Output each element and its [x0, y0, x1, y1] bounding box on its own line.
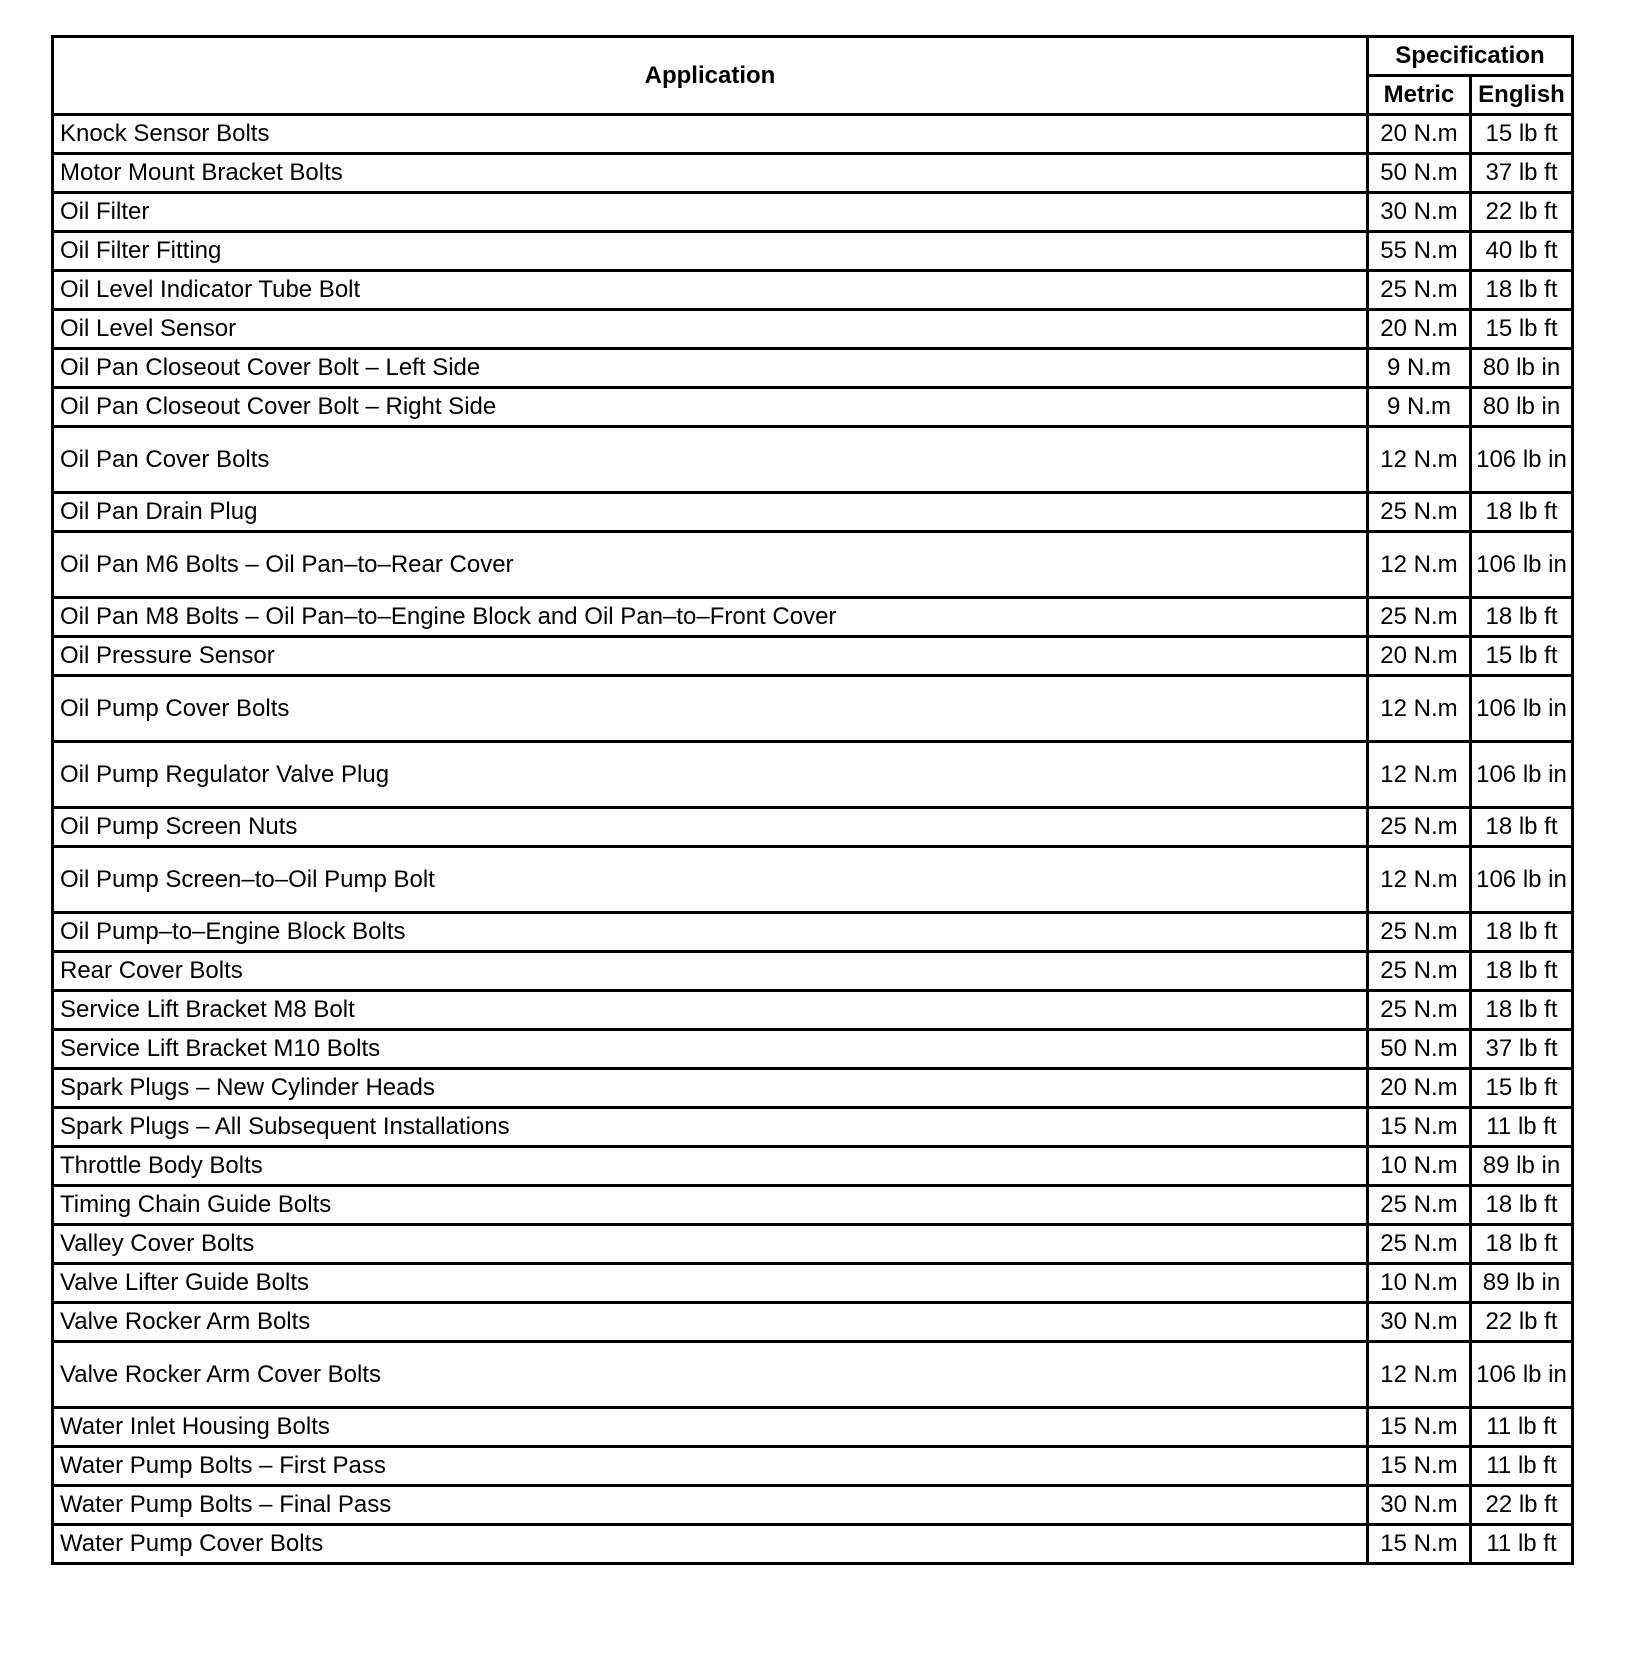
table-row: [53, 1030, 1573, 1069]
table-row: [53, 1108, 1573, 1147]
table-row: [53, 676, 1573, 742]
metric-value-cell: 25 N.m: [1367, 991, 1470, 1030]
english-value-cell: 80 lb in: [1470, 388, 1572, 427]
application-cell: Oil Pump Screen–to–Oil Pump Bolt: [53, 847, 1368, 913]
table-row: [53, 1069, 1573, 1108]
english-value-cell: 37 lb ft: [1470, 154, 1572, 193]
english-value-cell: 89 lb in: [1470, 1264, 1572, 1303]
metric-value-cell: 30 N.m: [1367, 1303, 1470, 1342]
application-cell: Oil Pan M8 Bolts – Oil Pan–to–Engine Block and Oil Pan–to–Front Cover: [53, 598, 1368, 637]
english-value-cell: 11 lb ft: [1470, 1108, 1572, 1147]
application-cell: Oil Level Indicator Tube Bolt: [53, 271, 1368, 310]
metric-value-cell: 25 N.m: [1367, 1225, 1470, 1264]
metric-value-cell: 20 N.m: [1367, 310, 1470, 349]
metric-value-cell: 55 N.m: [1367, 232, 1470, 271]
metric-value-cell: 9 N.m: [1367, 388, 1470, 427]
application-cell: Spark Plugs – New Cylinder Heads: [53, 1069, 1368, 1108]
metric-value-cell: 25 N.m: [1367, 808, 1470, 847]
english-value-cell: 11 lb ft: [1470, 1447, 1572, 1486]
table-row: [53, 913, 1573, 952]
table-row: [53, 952, 1573, 991]
metric-value-cell: 10 N.m: [1367, 1264, 1470, 1303]
english-value-cell: 11 lb ft: [1470, 1408, 1572, 1447]
application-cell: Oil Pan Cover Bolts: [53, 427, 1368, 493]
metric-value-cell: 20 N.m: [1367, 1069, 1470, 1108]
application-cell: Valve Rocker Arm Bolts: [53, 1303, 1368, 1342]
metric-value-cell: 50 N.m: [1367, 154, 1470, 193]
metric-value-cell: 9 N.m: [1367, 349, 1470, 388]
table-row: [53, 742, 1573, 808]
table-row: [53, 808, 1573, 847]
metric-value-cell: 25 N.m: [1367, 952, 1470, 991]
english-value-cell: 40 lb ft: [1470, 232, 1572, 271]
table-row: [53, 1486, 1573, 1525]
table-row: [53, 1303, 1573, 1342]
metric-value-cell: 15 N.m: [1367, 1447, 1470, 1486]
table-row: [53, 388, 1573, 427]
metric-value-cell: 15 N.m: [1367, 1408, 1470, 1447]
application-cell: Oil Filter Fitting: [53, 232, 1368, 271]
application-cell: Oil Pan Closeout Cover Bolt – Right Side: [53, 388, 1368, 427]
english-value-cell: 18 lb ft: [1470, 991, 1572, 1030]
english-value-cell: 106 lb in: [1470, 676, 1572, 742]
table-row: [53, 1264, 1573, 1303]
english-value-cell: 22 lb ft: [1470, 1303, 1572, 1342]
metric-value-cell: 20 N.m: [1367, 637, 1470, 676]
english-value-cell: 18 lb ft: [1470, 952, 1572, 991]
metric-value-cell: 30 N.m: [1367, 193, 1470, 232]
application-cell: Oil Pan Closeout Cover Bolt – Left Side: [53, 349, 1368, 388]
english-value-cell: 106 lb in: [1470, 847, 1572, 913]
english-value-cell: 15 lb ft: [1470, 1069, 1572, 1108]
metric-value-cell: 20 N.m: [1367, 115, 1470, 154]
header-english: English: [1470, 76, 1572, 115]
application-cell: Valley Cover Bolts: [53, 1225, 1368, 1264]
application-cell: Timing Chain Guide Bolts: [53, 1186, 1368, 1225]
english-value-cell: 106 lb in: [1470, 1342, 1572, 1408]
table-row: [53, 1147, 1573, 1186]
english-value-cell: 106 lb in: [1470, 742, 1572, 808]
application-cell: Oil Pan M6 Bolts – Oil Pan–to–Rear Cover: [53, 532, 1368, 598]
table-row: [53, 532, 1573, 598]
application-cell: Oil Filter: [53, 193, 1368, 232]
table-body: [53, 115, 1573, 1564]
header-application: Application: [53, 37, 1368, 115]
english-value-cell: 37 lb ft: [1470, 1030, 1572, 1069]
english-value-cell: 106 lb in: [1470, 427, 1572, 493]
application-cell: Oil Pump Cover Bolts: [53, 676, 1368, 742]
table-row: [53, 115, 1573, 154]
application-cell: Oil Pressure Sensor: [53, 637, 1368, 676]
english-value-cell: 15 lb ft: [1470, 310, 1572, 349]
application-cell: Water Inlet Housing Bolts: [53, 1408, 1368, 1447]
english-value-cell: 11 lb ft: [1470, 1525, 1572, 1564]
table-row: [53, 598, 1573, 637]
table-row: [53, 310, 1573, 349]
table-row: [53, 847, 1573, 913]
application-cell: Valve Rocker Arm Cover Bolts: [53, 1342, 1368, 1408]
application-cell: Water Pump Cover Bolts: [53, 1525, 1368, 1564]
metric-value-cell: 15 N.m: [1367, 1108, 1470, 1147]
metric-value-cell: 25 N.m: [1367, 1186, 1470, 1225]
application-cell: Throttle Body Bolts: [53, 1147, 1368, 1186]
header-row-top: [53, 37, 1573, 76]
application-cell: Motor Mount Bracket Bolts: [53, 154, 1368, 193]
application-cell: Service Lift Bracket M10 Bolts: [53, 1030, 1368, 1069]
metric-value-cell: 25 N.m: [1367, 913, 1470, 952]
english-value-cell: 18 lb ft: [1470, 493, 1572, 532]
metric-value-cell: 12 N.m: [1367, 742, 1470, 808]
english-value-cell: 22 lb ft: [1470, 193, 1572, 232]
header-metric: Metric: [1367, 76, 1470, 115]
metric-value-cell: 50 N.m: [1367, 1030, 1470, 1069]
table-row: [53, 232, 1573, 271]
metric-value-cell: 12 N.m: [1367, 676, 1470, 742]
application-cell: Oil Level Sensor: [53, 310, 1368, 349]
application-cell: Spark Plugs – All Subsequent Installations: [53, 1108, 1368, 1147]
table-row: [53, 271, 1573, 310]
application-cell: Water Pump Bolts – Final Pass: [53, 1486, 1368, 1525]
metric-value-cell: 25 N.m: [1367, 598, 1470, 637]
table-row: [53, 193, 1573, 232]
english-value-cell: 15 lb ft: [1470, 637, 1572, 676]
english-value-cell: 18 lb ft: [1470, 271, 1572, 310]
application-cell: Oil Pump Regulator Valve Plug: [53, 742, 1368, 808]
header-specification: Specification: [1367, 37, 1572, 76]
application-cell: Oil Pump–to–Engine Block Bolts: [53, 913, 1368, 952]
english-value-cell: 18 lb ft: [1470, 913, 1572, 952]
english-value-cell: 22 lb ft: [1470, 1486, 1572, 1525]
table-row: [53, 1447, 1573, 1486]
metric-value-cell: 12 N.m: [1367, 427, 1470, 493]
application-cell: Valve Lifter Guide Bolts: [53, 1264, 1368, 1303]
table-row: [53, 154, 1573, 193]
metric-value-cell: 12 N.m: [1367, 847, 1470, 913]
table-row: [53, 991, 1573, 1030]
english-value-cell: 15 lb ft: [1470, 115, 1572, 154]
application-cell: Rear Cover Bolts: [53, 952, 1368, 991]
table-row: [53, 1525, 1573, 1564]
table-row: [53, 637, 1573, 676]
english-value-cell: 89 lb in: [1470, 1147, 1572, 1186]
table-row: [53, 1408, 1573, 1447]
application-cell: Knock Sensor Bolts: [53, 115, 1368, 154]
table-row: [53, 1225, 1573, 1264]
torque-spec-table: [51, 35, 1574, 1565]
metric-value-cell: 30 N.m: [1367, 1486, 1470, 1525]
english-value-cell: 18 lb ft: [1470, 1186, 1572, 1225]
table-row: [53, 1186, 1573, 1225]
english-value-cell: 18 lb ft: [1470, 808, 1572, 847]
english-value-cell: 106 lb in: [1470, 532, 1572, 598]
metric-value-cell: 15 N.m: [1367, 1525, 1470, 1564]
english-value-cell: 18 lb ft: [1470, 1225, 1572, 1264]
metric-value-cell: 25 N.m: [1367, 271, 1470, 310]
metric-value-cell: 25 N.m: [1367, 493, 1470, 532]
metric-value-cell: 10 N.m: [1367, 1147, 1470, 1186]
metric-value-cell: 12 N.m: [1367, 532, 1470, 598]
english-value-cell: 18 lb ft: [1470, 598, 1572, 637]
application-cell: Oil Pump Screen Nuts: [53, 808, 1368, 847]
application-cell: Water Pump Bolts – First Pass: [53, 1447, 1368, 1486]
table-row: [53, 1342, 1573, 1408]
english-value-cell: 80 lb in: [1470, 349, 1572, 388]
table-row: [53, 427, 1573, 493]
table-row: [53, 349, 1573, 388]
application-cell: Oil Pan Drain Plug: [53, 493, 1368, 532]
metric-value-cell: 12 N.m: [1367, 1342, 1470, 1408]
application-cell: Service Lift Bracket M8 Bolt: [53, 991, 1368, 1030]
table-row: [53, 493, 1573, 532]
